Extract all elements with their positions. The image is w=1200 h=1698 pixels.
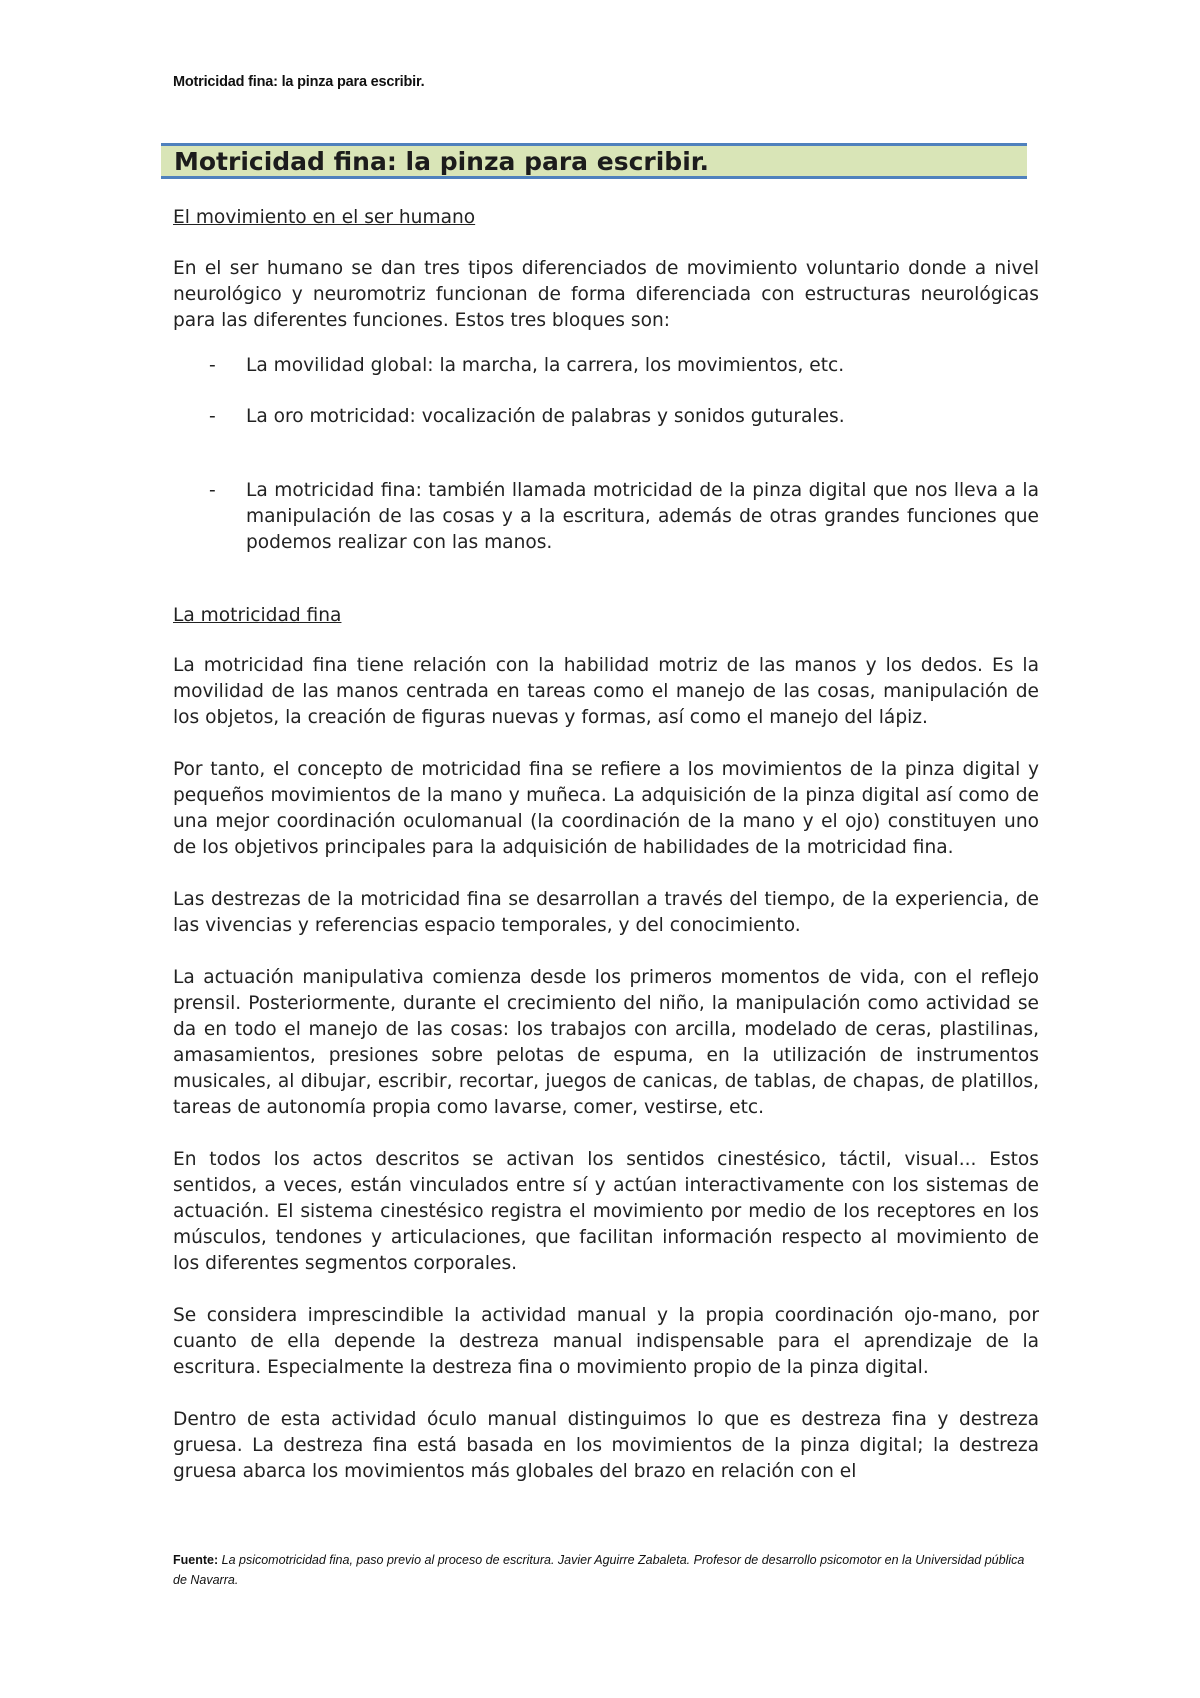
list-item — [173, 353, 1039, 379]
movement-types-list — [173, 353, 1039, 556]
list-item-text: La oro motricidad: vocalización de palabras y sonidos guturales. — [246, 406, 845, 427]
section-heading-movimiento: El movimiento en el ser humano — [173, 207, 476, 228]
list-bullet: - — [209, 355, 216, 376]
title-banner — [161, 143, 1027, 179]
paragraph: Las destrezas de la motricidad fina se desarrollan a través del tiempo, de la experiencia, de las vivencias y referencias espacio temporales, y del conocimiento. — [173, 889, 1039, 936]
list-item — [173, 478, 1039, 556]
section-heading-motricidad-fina: La motricidad fina — [173, 605, 342, 626]
paragraph: La actuación manipulativa comienza desde los primeros momentos de vida, con el reflejo prensil. Posteriormente, durante el crecimiento del niño, la manipulación como actividad se da en todo el manejo de las cosas: los trabajos con arcilla, modelado de ceras, plastilinas, amasamientos, presiones sobre pelotas de espuma, en la utilización de instrumentos musicales, al dibujar, escribir, recortar, juegos de canicas, de tablas, de chapas, de platillos, tareas de autonomía propia como lavarse, comer, vestirse, etc. — [173, 967, 1039, 1118]
list-item-text: La motricidad fina: también llamada motricidad de la pinza digital que nos lleva a la manipulación de las cosas y a la escritura, además de otras grandes funciones que podemos realizar con las manos. — [246, 480, 1039, 553]
paragraph: En todos los actos descritos se activan los sentidos cinestésico, táctil, visual... Estos sentidos, a veces, están vinculados entre sí y actúan interactivamente con los sistemas de actuación. El sistema cinestésico registra el movimiento por medio de los receptores en los músculos, tendones y articulaciones, que facilitan información respecto al movimiento de los diferentes segmentos corporales. — [173, 1149, 1039, 1274]
footnote — [173, 1550, 1039, 1590]
list-bullet: - — [209, 406, 216, 427]
footnote-text: La psicomotricidad fina, paso previo al proceso de escritura. Javier Aguirre Zabaleta. Profesor de desarrollo psicomotor en la Universidad pública de Navarra. — [173, 1553, 1025, 1587]
paragraph: Se considera imprescindible la actividad manual y la propia coordinación ojo-mano, por cuanto de ella depende la destreza manual indispensable para el aprendizaje de la escritura. Especialmente la destreza fina o movimiento propio de la pinza digital. — [173, 1305, 1039, 1378]
list-bullet: - — [209, 480, 216, 501]
document-body — [173, 205, 1039, 1485]
document-title: Motricidad fina: la pinza para escribir. — [174, 147, 710, 176]
paragraph: En el ser humano se dan tres tipos diferenciados de movimiento voluntario donde a nivel neurológico y neuromotriz funcionan de forma diferenciada con estructuras neurológicas para las diferentes funciones. Estos tres bloques son: — [173, 258, 1039, 331]
running-header: Motricidad fina: la pinza para escribir. — [173, 74, 425, 90]
paragraph: Por tanto, el concepto de motricidad fina se refiere a los movimientos de la pinza digital y pequeños movimientos de la mano y muñeca. La adquisición de la pinza digital así como de una mejor coordinación oculomanual (la coordinación de la mano y el ojo) constituyen uno de los objetivos principales para la adquisición de habilidades de la motricidad fina. — [173, 759, 1039, 858]
list-item — [173, 404, 1039, 430]
list-item-text: La movilidad global: la marcha, la carrera, los movimientos, etc. — [246, 355, 845, 376]
paragraph: Dentro de esta actividad óculo manual distinguimos lo que es destreza fina y destreza gruesa. La destreza fina está basada en los movimientos de la pinza digital; la destreza gruesa abarca los movimientos más globales del brazo en relación con el — [173, 1409, 1039, 1482]
paragraph: La motricidad fina tiene relación con la habilidad motriz de las manos y los dedos. Es la movilidad de las manos centrada en tareas como el manejo de las cosas, manipulación de los objetos, la creación de figuras nuevas y formas, así como el manejo del lápiz. — [173, 655, 1039, 728]
footnote-label: Fuente: — [173, 1553, 219, 1567]
